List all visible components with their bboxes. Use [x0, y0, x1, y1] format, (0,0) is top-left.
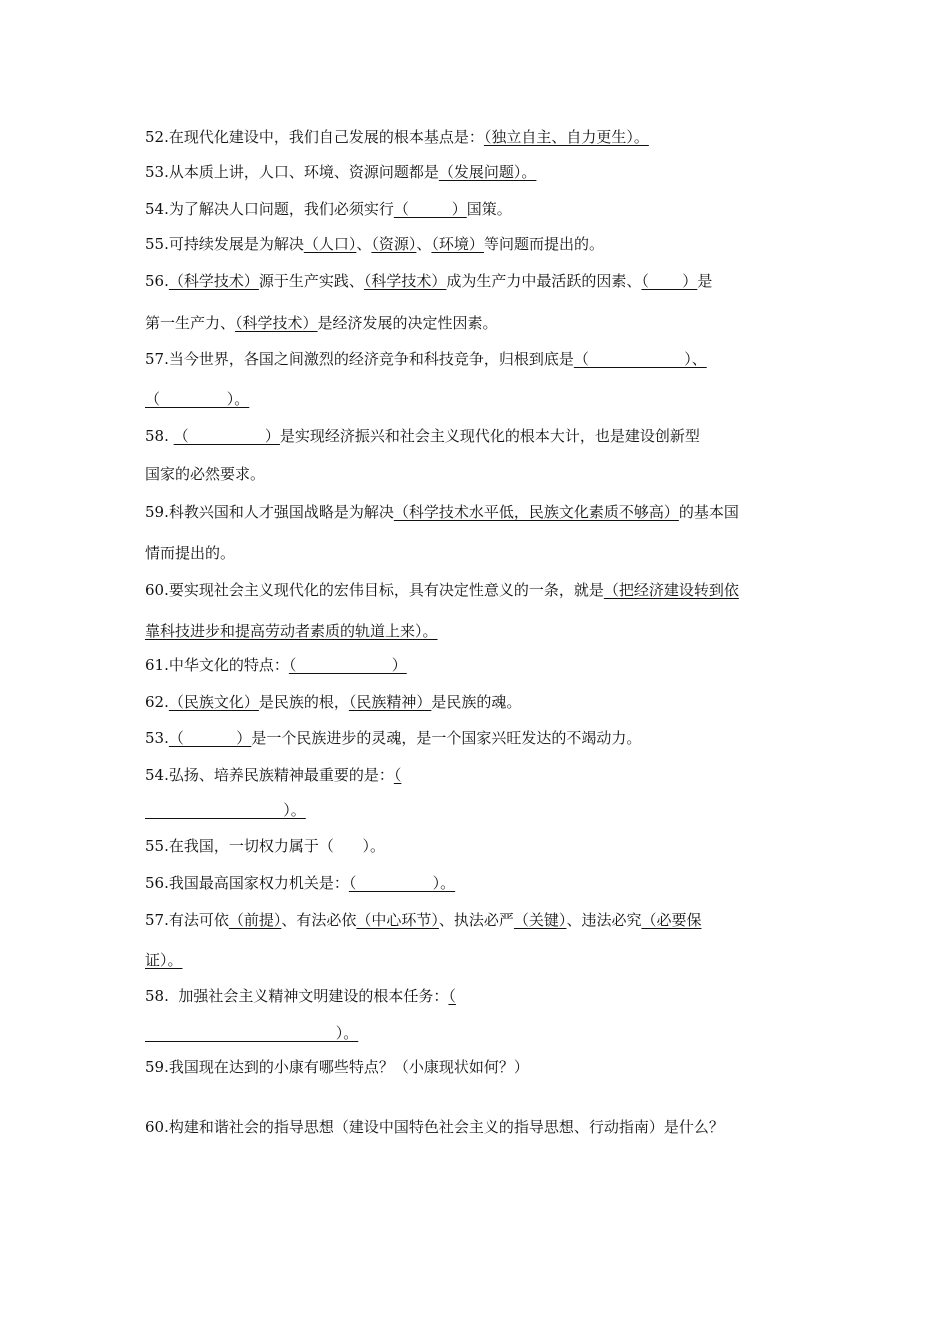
line-text: 、违法必究: [566, 911, 642, 929]
line-text: 第一生产力、: [145, 314, 236, 332]
underlined-answer: （科学技术水平低，民族文化素质不够高）: [393, 503, 679, 521]
line-text: 52.在现代化建设中，我们自己发展的根本基点是：: [145, 128, 484, 146]
text-line: [145, 502, 739, 522]
underlined-answer: 证）。: [145, 951, 183, 969]
line-text: 的基本国: [678, 503, 739, 521]
underlined-answer: （把经济建设转到依: [603, 581, 739, 599]
underlined-answer: （科学技术）: [363, 272, 447, 290]
text-line: [145, 162, 536, 182]
text-line: [145, 986, 456, 1006]
line-text: 成为生产力中最活跃的因素、: [446, 272, 642, 290]
text-line: [145, 234, 604, 254]
line-text: 源于生产实践、: [258, 272, 364, 290]
line-text: 是民族的根，: [258, 693, 349, 711]
line-text: 54.为了解决人口问题，我们必须实行: [145, 200, 394, 218]
text-line: [145, 127, 649, 147]
line-text: 、有法必依: [281, 911, 357, 929]
underlined-answer: ）。: [145, 801, 306, 819]
line-text: 54.弘扬、培养民族精神最重要的是：: [145, 766, 394, 784]
text-line: [145, 543, 235, 563]
text-line: [145, 389, 249, 409]
underlined-answer: （人口）: [303, 235, 357, 253]
text-line: [145, 464, 265, 484]
text-line: [145, 692, 521, 712]
line-text: 60.构建和谐社会的指导思想（建设中国特色社会主义的指导思想、行动指南）是什么？: [145, 1118, 724, 1136]
text-line: [145, 271, 712, 291]
underlined-answer: （科学技术）: [235, 314, 318, 332]
underlined-answer: （前提）: [228, 911, 282, 929]
underlined-answer: （民族精神）: [348, 693, 432, 711]
text-line: [145, 728, 641, 748]
underlined-answer: （: [393, 766, 402, 784]
line-text: 国家的必然要求。: [145, 465, 266, 483]
line-text: 、: [356, 235, 372, 253]
text-line: [145, 199, 512, 219]
underlined-answer: （独立自主、自力更生）。: [483, 128, 649, 146]
underlined-answer: （ ）。: [348, 874, 456, 892]
text-line: [145, 873, 455, 893]
line-text: 、执法必严: [438, 911, 514, 929]
text-line: [145, 313, 498, 333]
line-text: 59.科教兴国和人才强国战略是为解决: [145, 503, 394, 521]
line-text: 57.有法可依: [145, 911, 229, 929]
underlined-answer: （ ）。: [145, 390, 250, 408]
text-line: [145, 800, 306, 820]
line-text: 58.: [145, 427, 174, 445]
line-text: 53.: [145, 729, 169, 747]
underlined-answer: （中心环节）: [356, 911, 439, 929]
line-text: 是一个民族进步的灵魂，是一个国家兴旺发达的不竭动力。: [251, 729, 642, 747]
line-text: 是实现经济振兴和社会主义现代化的根本大计，也是建设创新型: [279, 427, 700, 445]
line-text: 59.我国现在达到的小康有哪些特点？（小康现状如何？）: [145, 1058, 529, 1076]
line-text: 61.中华文化的特点：: [145, 656, 289, 674]
text-line: [145, 950, 183, 970]
text-line: [145, 1057, 529, 1077]
text-line: [145, 580, 739, 600]
underlined-answer: （ ）: [173, 427, 280, 445]
text-line: [145, 836, 385, 856]
line-text: 情而提出的。: [145, 544, 236, 562]
underlined-answer: （ ）、: [573, 350, 707, 368]
line-text: 56.: [145, 272, 169, 290]
text-line: [145, 910, 701, 930]
underlined-answer: ）。: [145, 1024, 359, 1042]
line-text: 57.当今世界，各国之间激烈的经济竞争和科技竞争，归根到底是: [145, 350, 574, 368]
line-text: 53.从本质上讲，人口、环境、资源问题都是: [145, 163, 439, 181]
underlined-answer: （ ）: [288, 656, 407, 674]
line-text: 55.在我国，一切权力属于（ ）。: [145, 837, 385, 855]
text-line: [145, 765, 401, 785]
underlined-answer: （: [448, 987, 456, 1005]
underlined-answer: 靠科技进步和提高劳动者素质的轨道上来）。: [145, 622, 438, 640]
line-text: 国策。: [466, 200, 512, 218]
underlined-answer: （资源）: [371, 235, 417, 253]
line-text: 等问题而提出的。: [483, 235, 604, 253]
text-line: [145, 1117, 724, 1137]
line-text: 55.可持续发展是为解决: [145, 235, 304, 253]
line-text: 60.要实现社会主义现代化的宏伟目标，具有决定性意义的一条，就是: [145, 581, 604, 599]
line-text: 是: [697, 272, 713, 290]
line-text: 是民族的魂。: [431, 693, 522, 711]
line-text: 62.: [145, 693, 169, 711]
underlined-answer: （环境）: [431, 235, 484, 253]
text-line: [145, 349, 707, 369]
underlined-answer: （必要保: [641, 911, 702, 929]
text-line: [145, 1023, 358, 1043]
underlined-answer: （ ）: [393, 200, 467, 218]
underlined-answer: （发展问题）。: [438, 163, 537, 181]
line-text: 56.我国最高国家权力机关是：: [145, 874, 349, 892]
line-text: 58. 加强社会主义精神文明建设的根本任务：: [145, 987, 449, 1005]
text-line: [145, 621, 438, 641]
underlined-answer: （ ）: [641, 272, 698, 290]
underlined-answer: （ ）: [168, 729, 252, 747]
text-line: [145, 426, 700, 446]
underlined-answer: （科学技术）: [168, 272, 259, 290]
text-line: [145, 655, 407, 675]
underlined-answer: （民族文化）: [168, 693, 259, 711]
line-text: 是经济发展的决定性因素。: [317, 314, 498, 332]
underlined-answer: （关键）: [513, 911, 567, 929]
line-text: 、: [416, 235, 432, 253]
